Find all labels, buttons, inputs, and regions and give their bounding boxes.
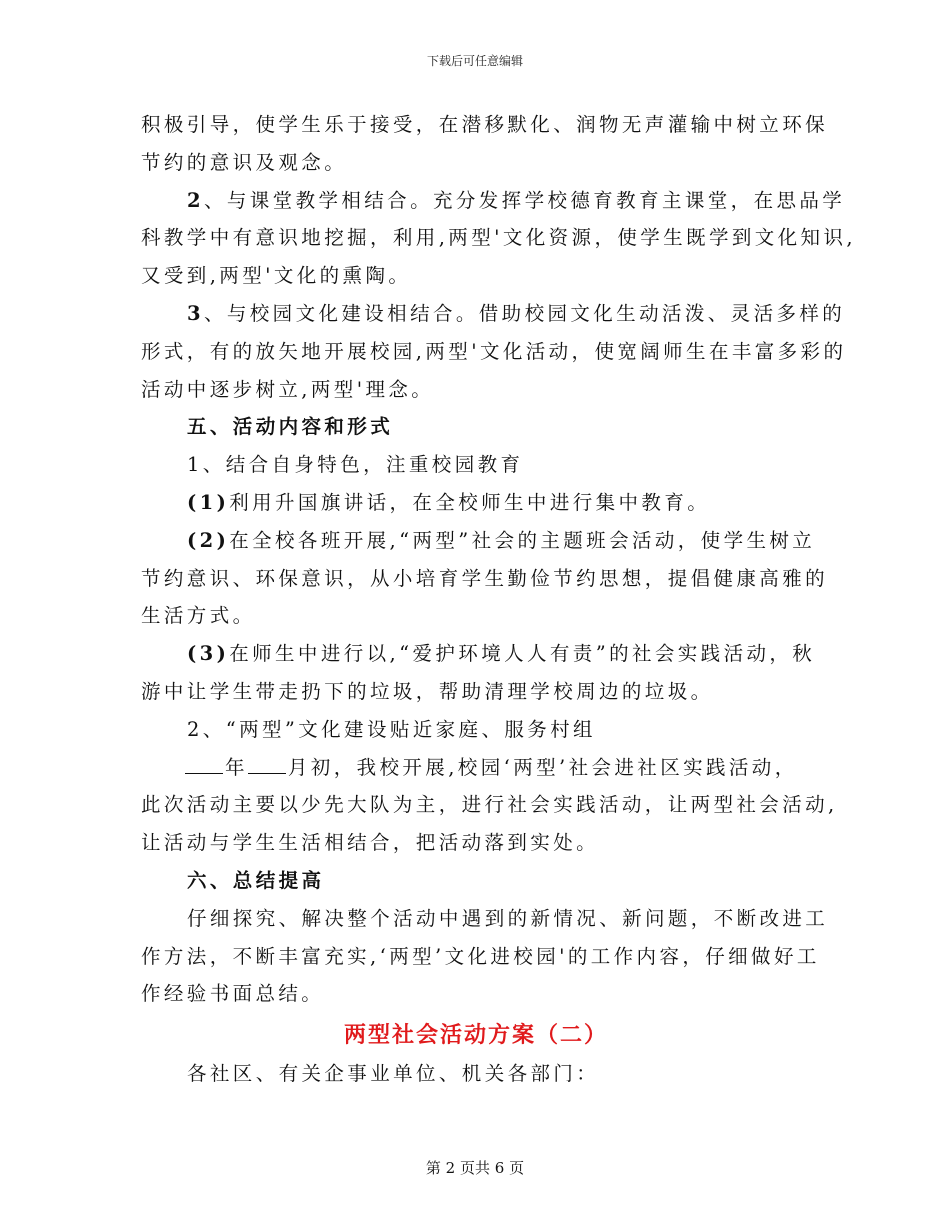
item-number: 3 — [187, 301, 204, 325]
paragraph-text: 、与校园文化建设相结合。借助校园文化生动活泼、灵活多样的 — [203, 301, 846, 325]
paragraph-line: 此次活动主要以少先大队为主，进行社会实践活动，让两型社会活动, — [141, 793, 838, 817]
section-heading: 五、活动内容和形式 — [187, 415, 394, 439]
paragraph-line: 仔细探究、解决整个活动中遇到的新情况、新问题，不断改进工 — [187, 906, 829, 930]
paragraph-line: 又受到,两型'文化的熏陶。 — [141, 264, 412, 288]
list-item — [141, 635, 816, 673]
paragraph-line: 作方法，不断丰富充实,‘两型’文化进校园'的工作内容，仔细做好工 — [141, 944, 820, 968]
item-number: (3) — [187, 642, 230, 666]
paragraph-line: 节约的意识及观念。 — [141, 150, 348, 174]
paragraph-line: 游中让学生带走扔下的垃圾，帮助清理学校周边的垃圾。 — [141, 679, 714, 703]
paragraph-line: 作经验书面总结。 — [141, 982, 325, 1006]
list-item — [141, 484, 811, 522]
paragraph-text: 在师生中进行以,“爱护环境人人有责”的社会实践活动，秋 — [229, 642, 816, 666]
paragraph-line: 活动中逐步树立,两型'理念。 — [141, 377, 435, 401]
list-item — [141, 522, 816, 560]
item-number: (2) — [187, 528, 230, 552]
addressee-line: 各社区、有关企事业单位、机关各部门： — [187, 1062, 600, 1086]
paragraph-line: 形式，有的放矢地开展校园,两型'文化活动，使宽阔师生在丰富多彩的 — [141, 339, 847, 363]
paragraph-text: 在全校各班开展,“两型”社会的主题班会活动，使学生树立 — [229, 528, 816, 552]
section-heading: 六、总结提高 — [187, 868, 325, 892]
paragraph-line — [141, 295, 846, 333]
subsection-heading: 2、“两型”文化建设贴近家庭、服务村组 — [187, 717, 596, 741]
year-label: 年 — [225, 755, 248, 779]
blank-underline — [248, 753, 286, 774]
paragraph-line: 积极引导，使学生乐于接受，在潜移默化、润物无声灌输中树立环保 — [141, 113, 829, 136]
document-title: 两型社会活动方案（二） — [343, 1022, 608, 1049]
page-header: 下载后可任意编辑 — [426, 54, 523, 68]
paragraph-line: 让活动与学生生活相结合，把活动落到实处。 — [141, 831, 600, 855]
item-number: 2 — [187, 188, 204, 212]
paragraph-text: 月初，我校开展,校园‘两型’社会进社区实践活动， — [287, 755, 798, 779]
page-footer: 第 2 页共 6 页 — [425, 1159, 525, 1177]
document-body — [141, 106, 856, 1093]
paragraph-line — [141, 749, 811, 787]
blank-underline — [185, 753, 223, 774]
paragraph-text: 、与课堂教学相结合。充分发挥学校德育教育主课堂，在思品学 — [203, 188, 846, 212]
paragraph-text: 利用升国旗讲话，在全校师生中进行集中教育。 — [229, 490, 711, 514]
paragraph-line: 科教学中有意识地挖掘，利用,两型'文化资源，使学生既学到文化知识, — [141, 226, 856, 250]
paragraph-line: 节约意识、环保意识，从小培育学生勤俭节约思想，提倡健康高雅的 — [141, 566, 829, 590]
subsection-heading: 1、结合自身特色，注重校园教育 — [187, 453, 524, 477]
paragraph-line: 生活方式。 — [141, 604, 256, 628]
item-number: (1) — [187, 490, 230, 514]
paragraph-line — [141, 182, 846, 220]
